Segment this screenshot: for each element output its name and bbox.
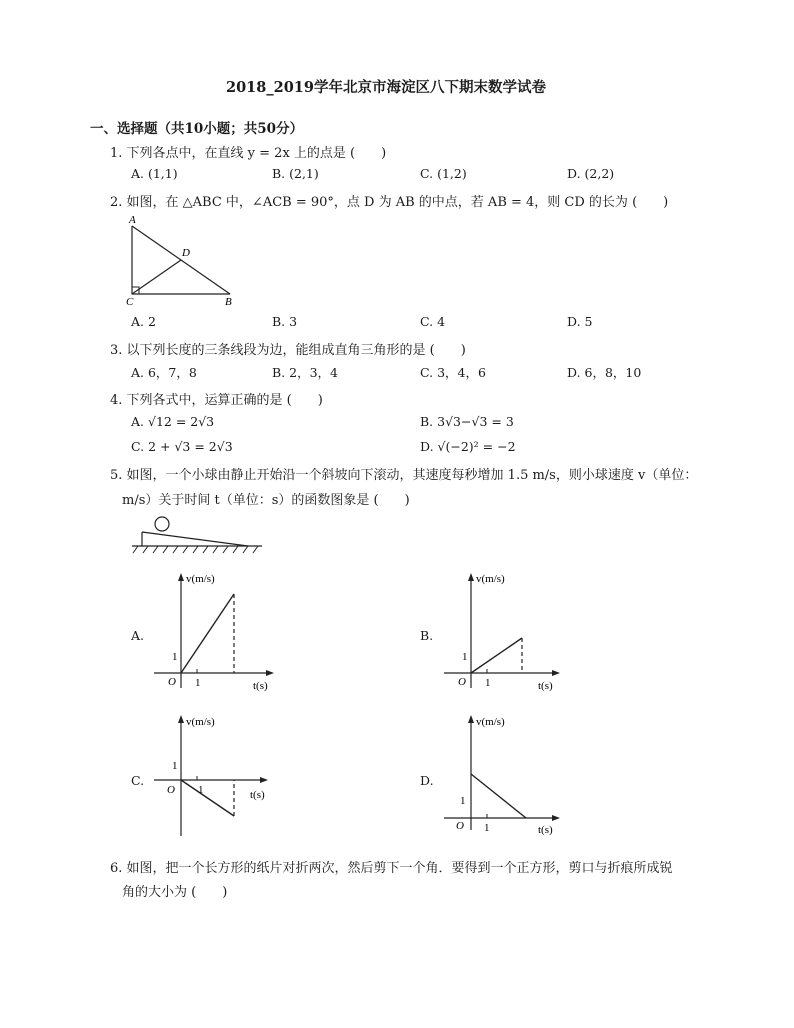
q1-option-a[interactable]: A. (1,1) <box>131 166 178 181</box>
question-5-stem-line1: 5. 如图，一个小球由静止开始沿一个斜坡向下滚动，其速度每秒增加 1.5 m/s，则小球速度 v（单位： <box>110 468 698 483</box>
graph-d-origin: O <box>456 820 464 832</box>
graph-a-ylabel: v(m/s) <box>186 573 215 585</box>
graph-d[interactable] <box>440 712 570 837</box>
q5-option-b-label[interactable]: B. <box>420 628 434 643</box>
label-c: C <box>126 296 134 308</box>
graph-c-origin: O <box>167 784 175 796</box>
q3-option-c[interactable]: C. 3，4，6 <box>420 365 486 380</box>
question-5-stem-line2: m/s）关于时间 t（单位：s）的函数图象是 ( ) <box>122 493 410 508</box>
q5-option-a-label[interactable]: A. <box>131 628 145 643</box>
graph-d-xtick: 1 <box>484 822 490 834</box>
question-4-stem: 4. 下列各式中，运算正确的是 ( ) <box>110 393 323 408</box>
q4-option-d[interactable]: D. √(−2)² = −2 <box>420 439 516 454</box>
graph-a-origin: O <box>168 676 176 688</box>
graph-c-ylabel: v(m/s) <box>186 716 215 728</box>
page-title: 2018_2019学年北京市海淀区八下期末数学试卷 <box>226 79 546 96</box>
q5-option-c-label[interactable]: C. <box>131 773 145 788</box>
q1-option-b[interactable]: B. (2,1) <box>272 166 319 181</box>
q4-option-a[interactable]: A. √12 = 2√3 <box>131 414 215 429</box>
question-2-stem: 2. 如图，在 △ABC 中，∠ACB = 90°，点 D 为 AB 的中点，若 AB = 4，则 CD 的长为 ( ) <box>110 195 669 210</box>
graph-a-xtick: 1 <box>195 677 201 689</box>
graph-a-xlabel: t(s) <box>253 680 268 692</box>
graph-b-xlabel: t(s) <box>538 680 553 692</box>
q2-option-a[interactable]: A. 2 <box>131 314 156 329</box>
q1-option-c[interactable]: C. (1,2) <box>420 166 467 181</box>
graph-a[interactable] <box>150 570 280 695</box>
q2-option-c[interactable]: C. 4 <box>420 314 446 329</box>
graph-d-ytick: 1 <box>460 795 466 807</box>
question-6-stem-line1: 6. 如图，把一个长方形的纸片对折两次，然后剪下一个角．要得到一个正方形，剪口与折痕所成锐 <box>110 861 673 876</box>
graph-d-ylabel: v(m/s) <box>476 716 505 728</box>
graph-b[interactable] <box>440 570 570 695</box>
graph-d-xlabel: t(s) <box>538 824 553 836</box>
graph-c-ytick: 1 <box>172 760 178 772</box>
section-header: 一、选择题（共10小题；共50分） <box>90 121 304 137</box>
q3-option-b[interactable]: B. 2，3，4 <box>272 365 338 380</box>
label-b: B <box>225 296 232 308</box>
graph-c-xtick: 1 <box>198 784 204 796</box>
graph-b-ytick: 1 <box>462 651 468 663</box>
q2-option-d[interactable]: D. 5 <box>567 314 593 329</box>
label-a: A <box>129 214 136 226</box>
slope-figure <box>128 508 266 554</box>
graph-c[interactable] <box>150 712 280 840</box>
triangle-figure <box>120 212 245 312</box>
q4-option-b[interactable]: B. 3√3−√3 = 3 <box>420 414 514 429</box>
graph-c-xlabel: t(s) <box>250 789 265 801</box>
q4-option-c[interactable]: C. 2 + √3 = 2√3 <box>131 439 233 454</box>
graph-b-xtick: 1 <box>485 677 491 689</box>
graph-a-ytick: 1 <box>172 651 178 663</box>
graph-b-ylabel: v(m/s) <box>476 573 505 585</box>
q3-option-d[interactable]: D. 6，8，10 <box>567 365 642 380</box>
graph-b-origin: O <box>458 676 466 688</box>
q3-option-a[interactable]: A. 6，7，8 <box>131 365 197 380</box>
q2-option-b[interactable]: B. 3 <box>272 314 298 329</box>
q1-option-d[interactable]: D. (2,2) <box>567 166 615 181</box>
q5-option-d-label[interactable]: D. <box>420 773 434 788</box>
question-1-stem: 1. 下列各点中，在直线 y = 2x 上的点是 ( ) <box>110 146 387 161</box>
label-d: D <box>182 247 190 259</box>
question-3-stem: 3. 以下列长度的三条线段为边，能组成直角三角形的是 ( ) <box>110 343 466 358</box>
question-6-stem-line2: 角的大小为 ( ) <box>122 885 228 900</box>
